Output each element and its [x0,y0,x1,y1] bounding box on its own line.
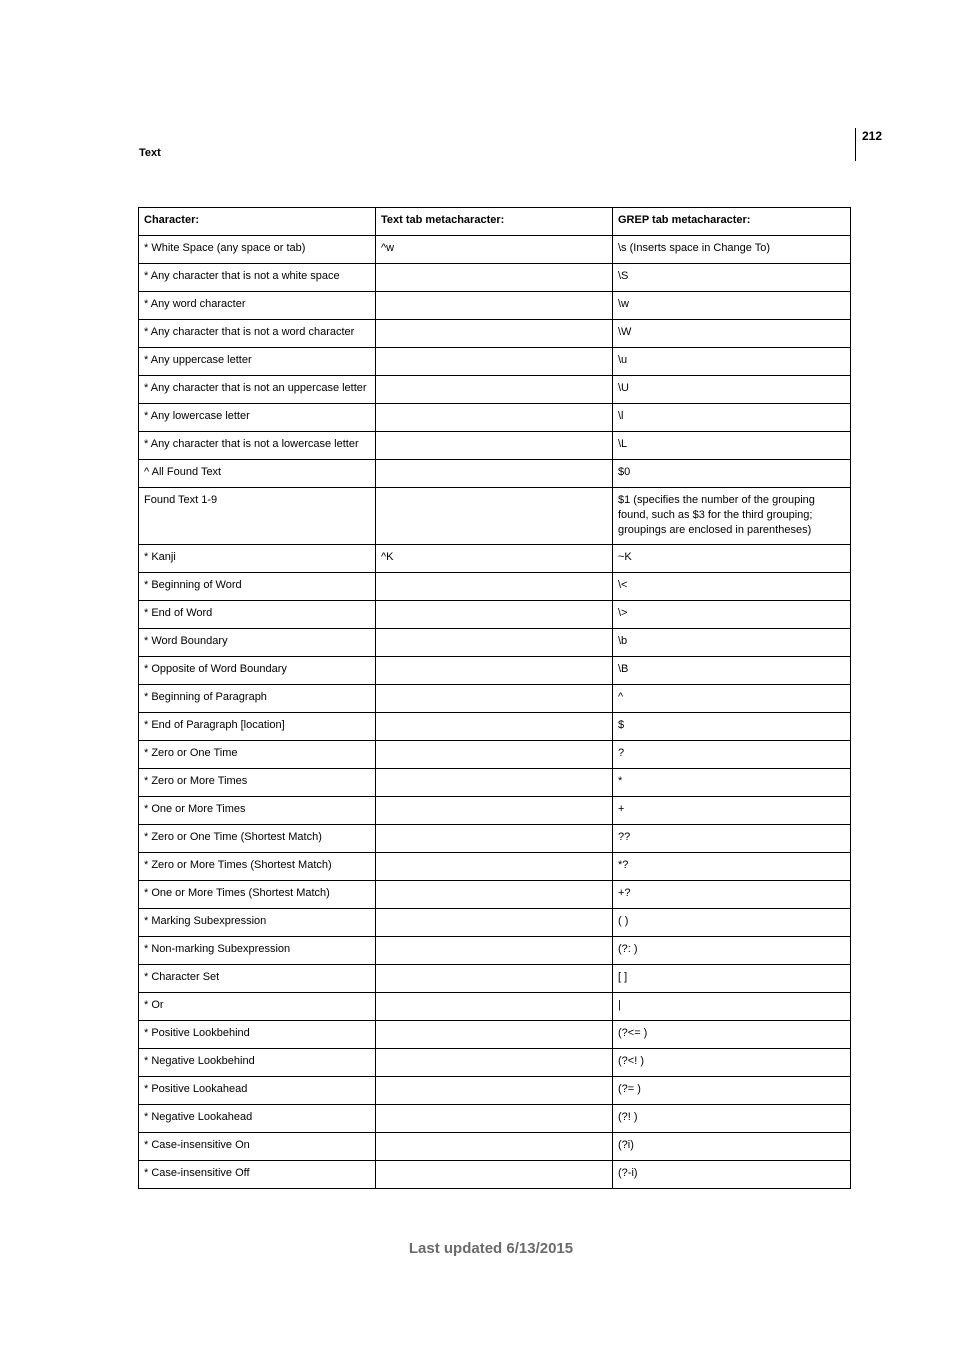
cell-text-tab [376,573,613,601]
table-row [139,909,851,937]
table-body [139,236,851,1189]
cell-text-tab [376,1021,613,1049]
table-row [139,1021,851,1049]
table-row [139,1133,851,1161]
table-row [139,545,851,573]
cell-text-tab [376,937,613,965]
cell-grep-tab: \b [613,629,851,657]
cell-character: * Character Set [139,965,376,993]
cell-character: * Non-marking Subexpression [139,937,376,965]
cell-grep-tab: \u [613,348,851,376]
cell-grep-tab: $0 [613,460,851,488]
cell-character: * Any character that is not a lowercase letter [139,432,376,460]
cell-grep-tab: (?= ) [613,1077,851,1105]
table-row [139,488,851,545]
cell-grep-tab: * [613,769,851,797]
cell-grep-tab: + [613,797,851,825]
cell-character: * Zero or More Times (Shortest Match) [139,853,376,881]
table-row [139,937,851,965]
table-row [139,1049,851,1077]
table-row [139,432,851,460]
cell-character: * Beginning of Word [139,573,376,601]
cell-text-tab [376,713,613,741]
table-row [139,797,851,825]
cell-text-tab [376,629,613,657]
table-row [139,601,851,629]
cell-grep-tab: ^ [613,685,851,713]
cell-character: * Any character that is not a white space [139,264,376,292]
cell-character: Found Text 1-9 [139,488,376,545]
table-row [139,993,851,1021]
cell-text-tab [376,1105,613,1133]
cell-text-tab: ^K [376,545,613,573]
cell-grep-tab: \S [613,264,851,292]
table-row [139,965,851,993]
cell-grep-tab: \< [613,573,851,601]
table-row [139,1105,851,1133]
cell-character: * Any word character [139,292,376,320]
cell-character: * Kanji [139,545,376,573]
cell-character: * Positive Lookbehind [139,1021,376,1049]
cell-text-tab [376,376,613,404]
cell-text-tab [376,853,613,881]
cell-text-tab [376,1133,613,1161]
cell-character: * Case-insensitive On [139,1133,376,1161]
cell-grep-tab: ? [613,741,851,769]
cell-character: * Negative Lookbehind [139,1049,376,1077]
section-title: Text [139,147,161,159]
cell-grep-tab: \W [613,320,851,348]
cell-grep-tab: | [613,993,851,1021]
cell-grep-tab: [ ] [613,965,851,993]
cell-character: * Marking Subexpression [139,909,376,937]
cell-grep-tab: \> [613,601,851,629]
cell-grep-tab: (?-i) [613,1161,851,1189]
cell-text-tab [376,292,613,320]
last-updated-footer: Last updated 6/13/2015 [408,1240,574,1257]
cell-text-tab [376,460,613,488]
cell-text-tab [376,601,613,629]
table-row [139,264,851,292]
column-header-text-tab: Text tab metacharacter: [376,208,613,236]
page-number-divider [855,128,856,161]
cell-character: * Any character that is not a word character [139,320,376,348]
cell-character: * Zero or One Time (Shortest Match) [139,825,376,853]
table-row [139,825,851,853]
cell-grep-tab: (?<! ) [613,1049,851,1077]
cell-text-tab [376,1049,613,1077]
cell-grep-tab: \B [613,657,851,685]
cell-grep-tab: $ [613,713,851,741]
cell-text-tab [376,657,613,685]
page-number: 212 [862,129,883,143]
metacharacter-table [138,207,851,1189]
cell-grep-tab: \w [613,292,851,320]
cell-grep-tab: \L [613,432,851,460]
cell-character: * Zero or One Time [139,741,376,769]
cell-character: * Any uppercase letter [139,348,376,376]
table-row [139,657,851,685]
cell-text-tab [376,881,613,909]
cell-character: * Any lowercase letter [139,404,376,432]
table-row [139,320,851,348]
cell-grep-tab: *? [613,853,851,881]
cell-grep-tab: $1 (specifies the number of the grouping found, such as $3 for the third grouping; groupings are enclosed in parentheses) [613,488,851,545]
table-row [139,348,851,376]
table-row [139,741,851,769]
cell-character: * One or More Times [139,797,376,825]
cell-character: * Zero or More Times [139,769,376,797]
cell-grep-tab: (?i) [613,1133,851,1161]
cell-text-tab [376,825,613,853]
cell-character: * End of Word [139,601,376,629]
cell-text-tab [376,993,613,1021]
cell-character: * End of Paragraph [location] [139,713,376,741]
table-row [139,376,851,404]
cell-grep-tab: \l [613,404,851,432]
column-header-character: Character: [139,208,376,236]
table-header-row [139,208,851,236]
table-row [139,1077,851,1105]
cell-text-tab [376,264,613,292]
cell-character: * White Space (any space or tab) [139,236,376,264]
table-row [139,404,851,432]
cell-character: * One or More Times (Shortest Match) [139,881,376,909]
table-row [139,769,851,797]
table-row [139,292,851,320]
cell-text-tab [376,404,613,432]
cell-text-tab [376,1161,613,1189]
cell-character: * Beginning of Paragraph [139,685,376,713]
cell-grep-tab: ~K [613,545,851,573]
table-row [139,685,851,713]
cell-grep-tab: ( ) [613,909,851,937]
cell-character: * Word Boundary [139,629,376,657]
table-row [139,881,851,909]
cell-text-tab [376,432,613,460]
cell-character: * Positive Lookahead [139,1077,376,1105]
cell-text-tab: ^w [376,236,613,264]
cell-text-tab [376,797,613,825]
cell-text-tab [376,348,613,376]
cell-character: * Or [139,993,376,1021]
table-row [139,236,851,264]
cell-character: * Negative Lookahead [139,1105,376,1133]
cell-grep-tab: ?? [613,825,851,853]
cell-character: * Opposite of Word Boundary [139,657,376,685]
cell-grep-tab: \s (Inserts space in Change To) [613,236,851,264]
cell-text-tab [376,685,613,713]
cell-character: * Any character that is not an uppercase letter [139,376,376,404]
table-row [139,853,851,881]
cell-text-tab [376,741,613,769]
cell-grep-tab: (?! ) [613,1105,851,1133]
cell-grep-tab: (?: ) [613,937,851,965]
cell-grep-tab: (?<= ) [613,1021,851,1049]
cell-text-tab [376,769,613,797]
cell-character: ^ All Found Text [139,460,376,488]
cell-text-tab [376,488,613,545]
column-header-grep-tab: GREP tab metacharacter: [613,208,851,236]
cell-grep-tab: +? [613,881,851,909]
table-row [139,713,851,741]
table-row [139,573,851,601]
cell-text-tab [376,909,613,937]
table-row [139,1161,851,1189]
cell-text-tab [376,965,613,993]
table-row [139,629,851,657]
cell-grep-tab: \U [613,376,851,404]
cell-character: * Case-insensitive Off [139,1161,376,1189]
table-row [139,460,851,488]
cell-text-tab [376,320,613,348]
cell-text-tab [376,1077,613,1105]
